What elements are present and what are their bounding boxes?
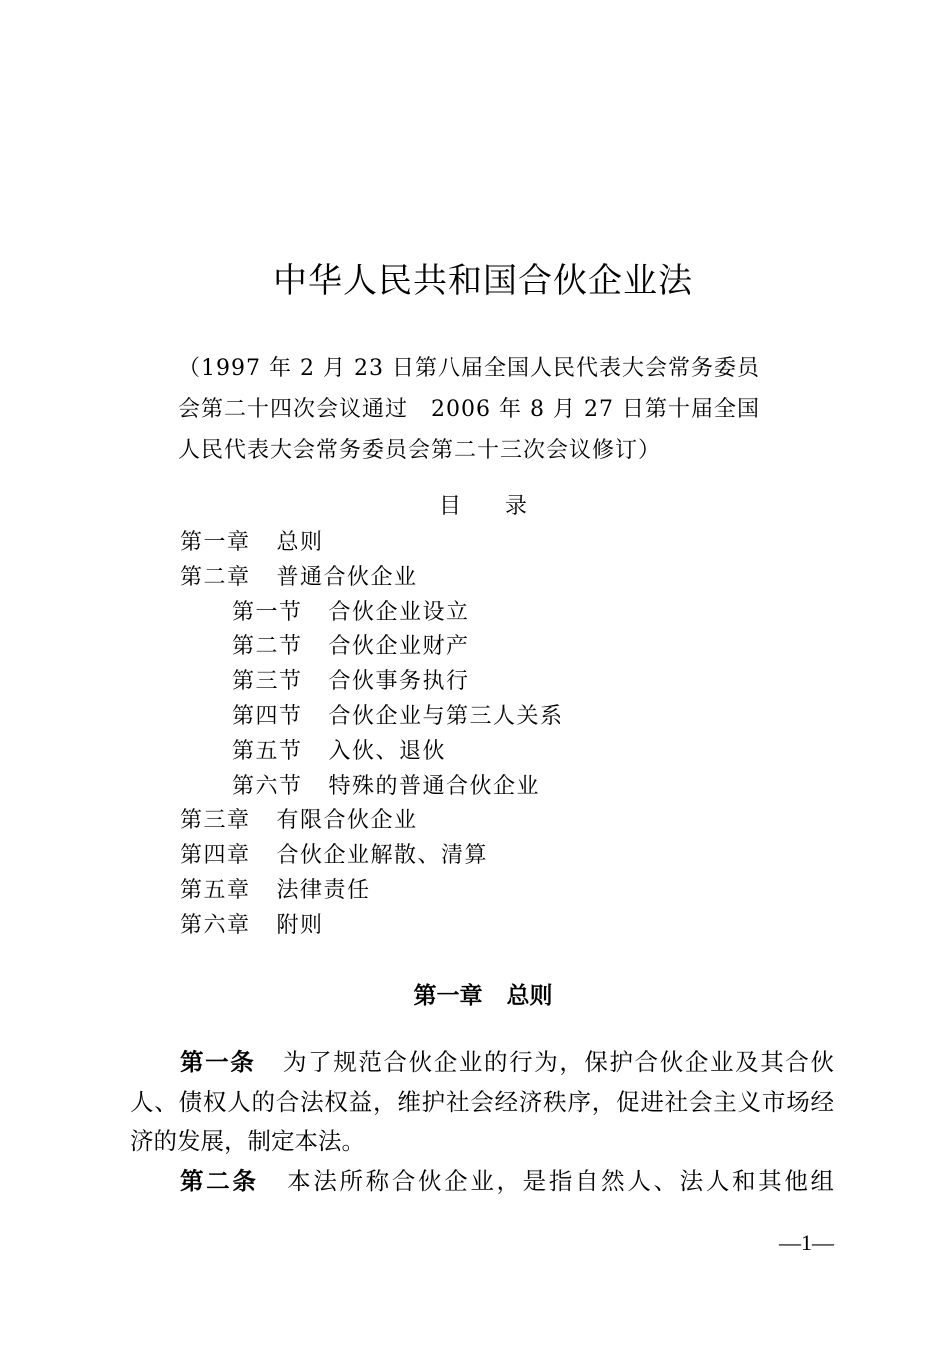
- toc-entry-title: 合伙企业设立: [328, 599, 470, 625]
- toc-entry-title: 特殊的普通合伙企业: [328, 773, 541, 799]
- toc-entry: [180, 770, 564, 805]
- document-title: 中华人民共和国合伙企业法: [273, 261, 693, 301]
- toc-entry-number: 第三章: [180, 808, 251, 834]
- toc-title: 目 录: [438, 494, 527, 519]
- page-number: —1—: [779, 1230, 834, 1255]
- chapter-heading: [0, 978, 950, 1014]
- toc-entry-number: 第二章: [180, 564, 251, 590]
- toc-entry-number: 第二节: [232, 634, 303, 660]
- toc-entry: [180, 735, 564, 770]
- adoption-note: [178, 348, 798, 471]
- chapter-heading-number: 第一章: [413, 983, 483, 1009]
- toc-entry: [180, 526, 564, 561]
- toc-entry: [180, 839, 564, 874]
- toc-entry-title: 合伙企业财产: [328, 634, 470, 660]
- article-paragraph: [130, 1162, 834, 1202]
- chapter-heading-title: 总则: [506, 983, 553, 1009]
- toc-entry-number: 第六节: [232, 773, 303, 799]
- adoption-note-line: 人民代表大会常务委员会第二十三次会议修订）: [178, 438, 662, 463]
- toc-entry: [180, 909, 564, 944]
- adoption-note-line: 会第二十四次会议通过 2006 年 8 月 27 日第十届全国: [178, 397, 760, 422]
- toc-entry-title: 法律责任: [276, 877, 371, 903]
- article-label: 第一条: [180, 1048, 256, 1076]
- article-label: 第二条: [180, 1166, 259, 1195]
- toc-entry-number: 第四章: [180, 843, 251, 869]
- toc-entry-title: 附则: [276, 912, 324, 938]
- toc-entry-number: 第五章: [180, 877, 251, 903]
- toc-entry: [180, 665, 564, 700]
- article-text: 为了规范合伙企业的行为，保护合伙企业及其合伙人、债权人的合法权益，维护社会经济秩序，促进社会主义市场经济的发展，制定本法。: [130, 1048, 835, 1155]
- toc-entry: [180, 804, 564, 839]
- table-of-contents: [180, 526, 564, 944]
- toc-entry: [180, 700, 564, 735]
- toc-entry-title: 入伙、退伙: [328, 738, 447, 764]
- article-text: 本法所称合伙企业，是指自然人、法人和其他组: [284, 1166, 834, 1195]
- toc-entry-title: 合伙企业与第三人关系: [328, 703, 564, 729]
- toc-entry-title: 合伙企业解散、清算: [276, 843, 489, 869]
- toc-entry-title: 合伙事务执行: [328, 669, 470, 695]
- adoption-note-line: （1997 年 2 月 23 日第八届全国人民代表大会常务委员: [178, 356, 760, 381]
- toc-entry-number: 第六章: [180, 912, 251, 938]
- toc-entry: [180, 630, 564, 665]
- toc-entry-number: 第五节: [232, 738, 303, 764]
- toc-entry: [180, 874, 564, 909]
- toc-entry: [180, 561, 564, 596]
- toc-entry-number: 第一节: [232, 599, 303, 625]
- toc-entry-number: 第一章: [180, 530, 251, 555]
- document-body: [130, 1043, 834, 1201]
- toc-entry-title: 总则: [276, 530, 324, 555]
- toc-entry-number: 第四节: [232, 703, 303, 729]
- toc-entry-title: 有限合伙企业: [276, 808, 418, 834]
- toc-entry-number: 第三节: [232, 669, 303, 695]
- toc-entry: [180, 596, 564, 631]
- toc-entry-title: 普通合伙企业: [276, 564, 418, 590]
- article-paragraph: [130, 1043, 834, 1162]
